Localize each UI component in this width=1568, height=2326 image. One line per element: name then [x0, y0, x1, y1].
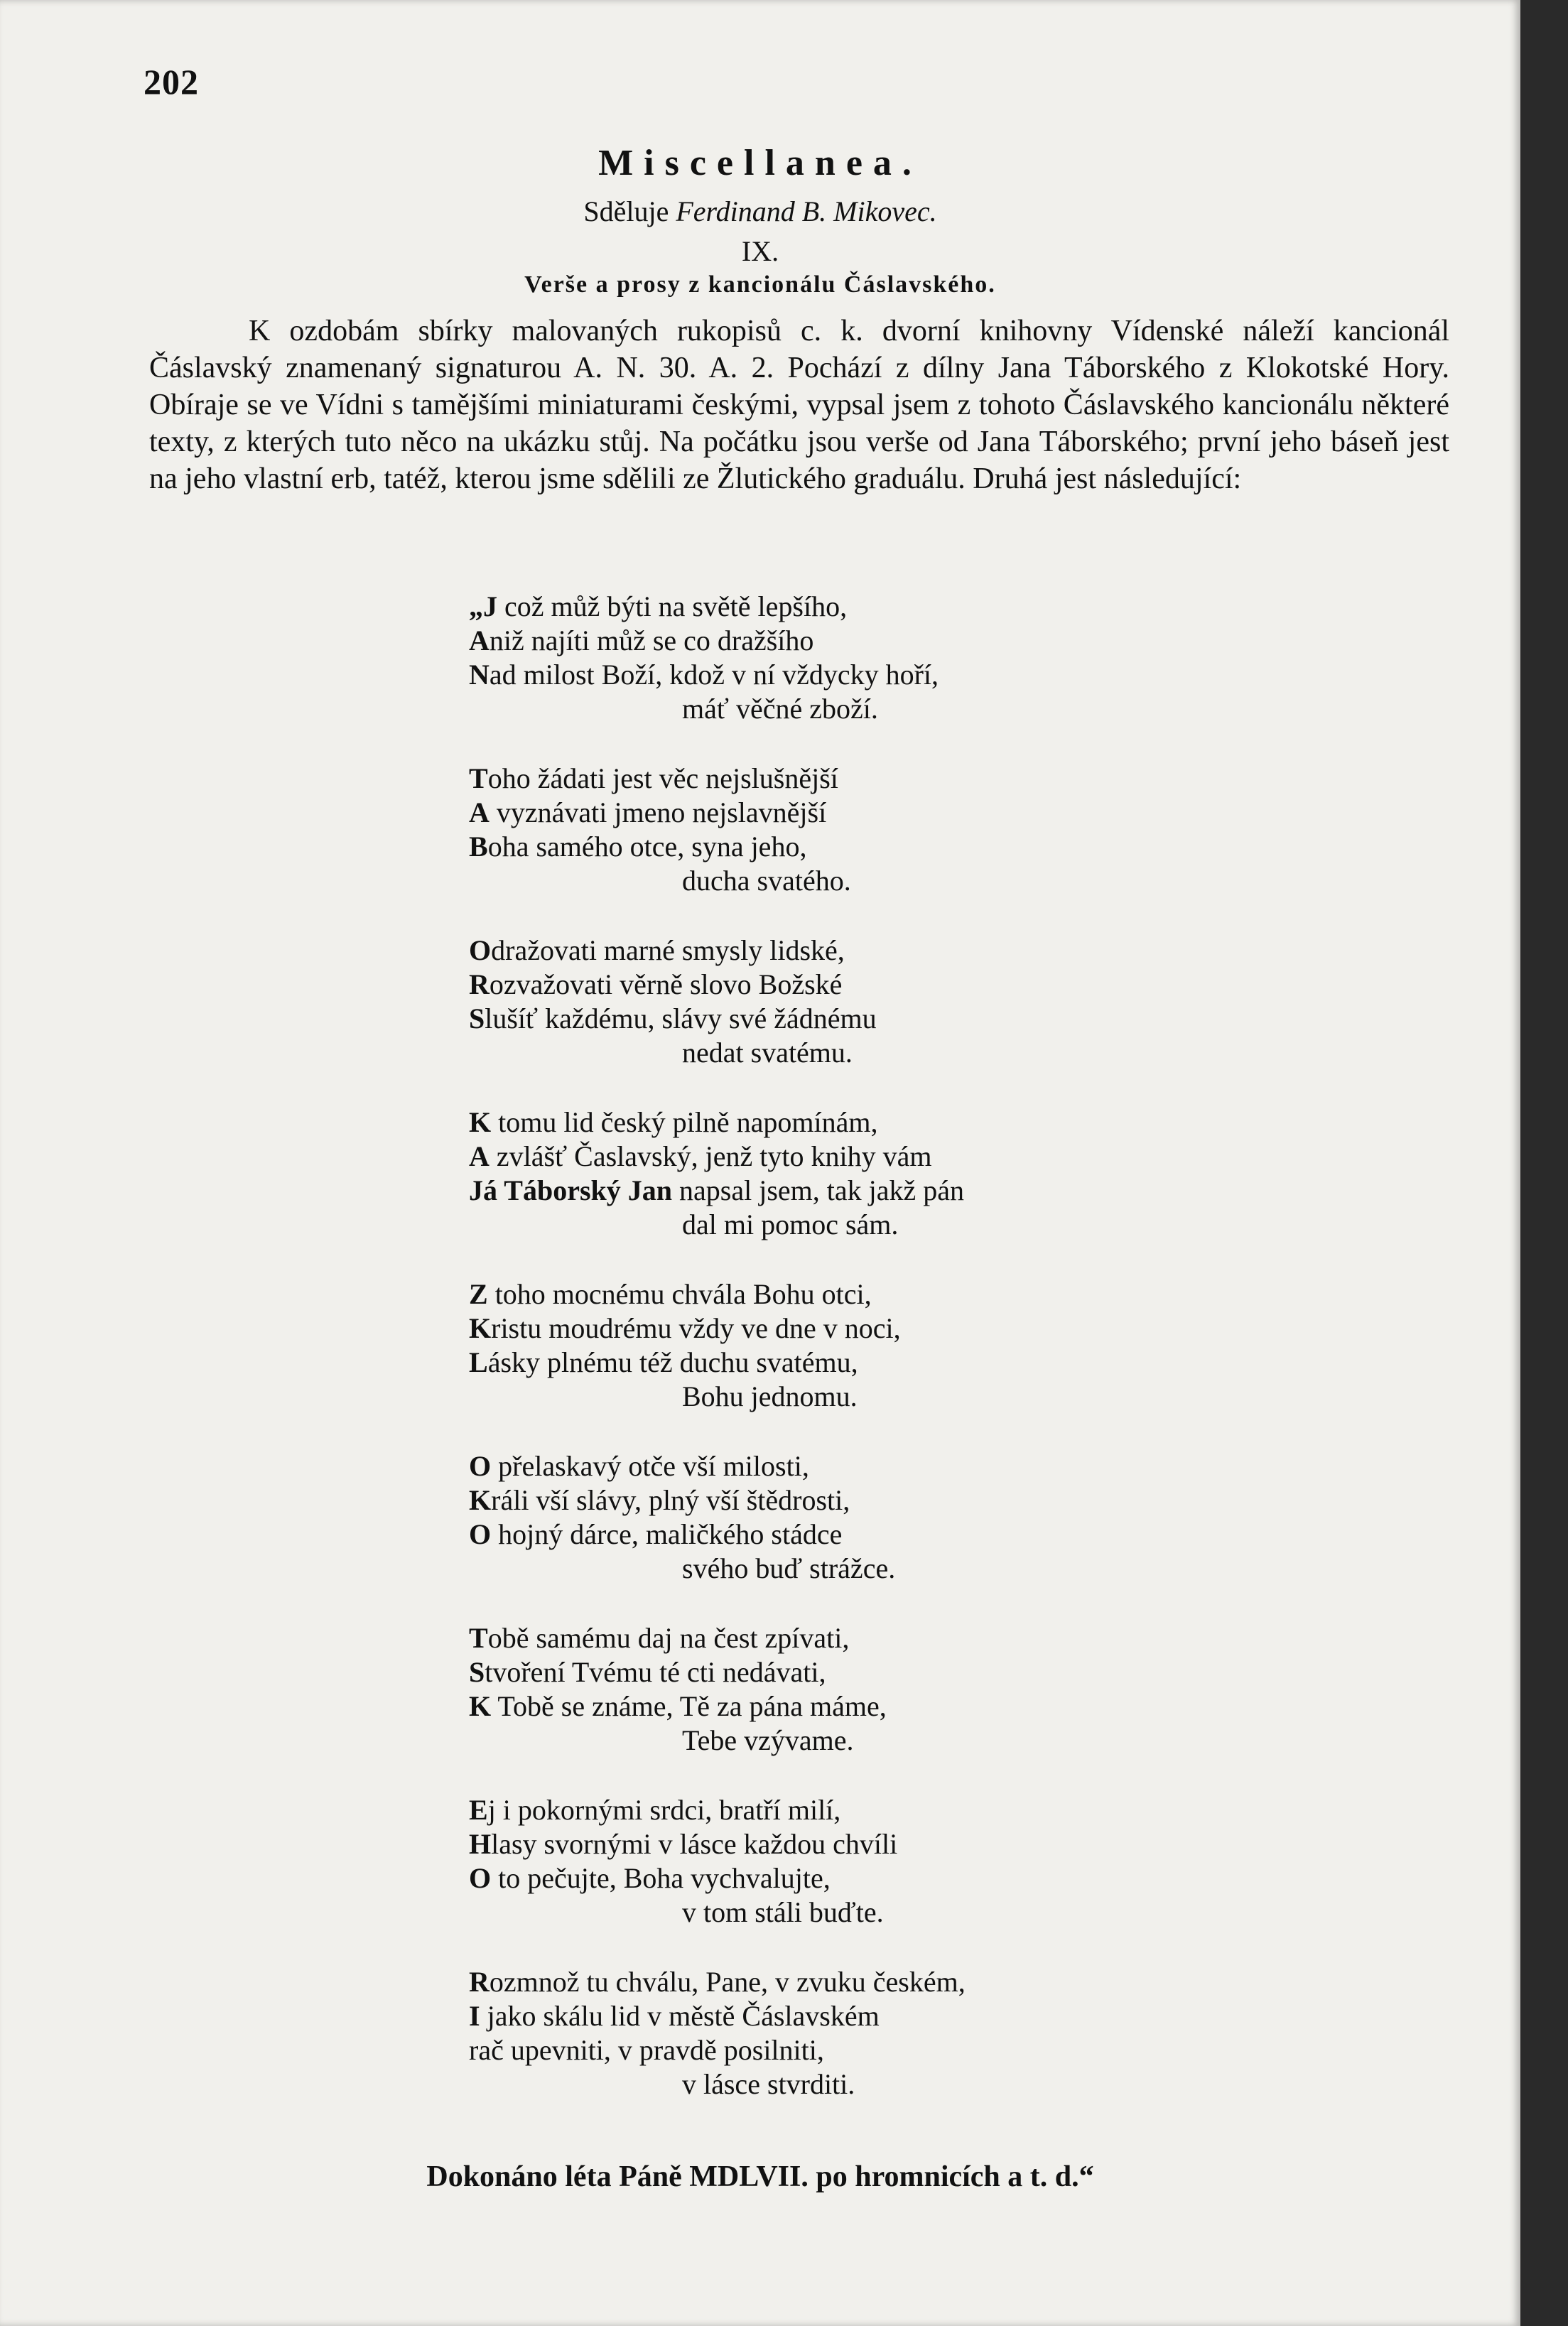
poem-line-text: ásky plnému též duchu svatému,: [487, 1346, 858, 1378]
poem-line-initial: Z: [469, 1278, 488, 1310]
poem-line-text: niž najíti můž se co dražšího: [489, 624, 814, 656]
poem-line: [469, 1793, 1393, 1827]
poem-line-text: oha samého otce, syna jeho,: [487, 831, 807, 862]
poem-line-initial: N: [469, 659, 490, 691]
poem-line: [469, 658, 1393, 692]
poem-line-initial: K: [469, 1484, 492, 1516]
poem-line: [469, 1311, 1393, 1346]
poem-line-text: dražovati marné smysly lidské,: [491, 934, 845, 966]
poem-line-text: ráli vší slávy, plný vší štědrosti,: [491, 1484, 850, 1516]
page-number: 202: [144, 62, 199, 102]
poem-line-text: Tobě se známe, Tě za pána máme,: [491, 1690, 887, 1722]
poem-line-initial: O: [469, 934, 492, 966]
poem-line-initial: B: [469, 831, 488, 862]
poem-line-text: ad milost Boží, kdož v ní vždycky hoří,: [489, 659, 939, 691]
intro-paragraph: [149, 313, 1449, 497]
poem-line: [469, 1999, 1393, 2033]
poem-line: [469, 830, 1393, 864]
poem-line-initial: „J: [469, 590, 497, 622]
poem-line-initial: E: [469, 1794, 488, 1826]
poem-line: [469, 1449, 1393, 1483]
poem-line-text: tvoření Tvému té cti nedávati,: [485, 1656, 826, 1688]
poem-line-text: jako skálu lid v městě Čáslavském: [480, 2000, 880, 2032]
poem-stanza: [469, 762, 1393, 898]
poem-line: [469, 1346, 1393, 1380]
poem-line-text: lasy svornými v lásce každou chvíli: [491, 1828, 898, 1860]
poem-line: [469, 1861, 1393, 1895]
poem-line-text: dal mi pomoc sám.: [682, 1208, 899, 1240]
poem-line-text: Tebe vzývame.: [682, 1724, 854, 1756]
poem-stanza: [469, 1277, 1393, 1414]
poem-line-initial: S: [469, 1656, 485, 1688]
poem-stanza: [469, 1965, 1393, 2101]
poem-line-initial: A: [469, 1140, 490, 1172]
poem-line: [469, 1552, 1393, 1586]
poem-stanza: [469, 1793, 1393, 1930]
poem-line-text: v tom stáli buďte.: [682, 1896, 884, 1928]
poem-line: [469, 590, 1393, 624]
poem-line: [469, 1965, 1393, 1999]
poem-line: [469, 1689, 1393, 1724]
poem-line-initial: R: [469, 1966, 490, 1998]
poem-line: [469, 1105, 1393, 1140]
byline-prefix: Sděluje: [583, 195, 669, 227]
poem-line: [469, 762, 1393, 796]
poem-line-text: což můž býti na světě lepšího,: [497, 590, 848, 622]
poem-line-text: přelaskavý otče vší milosti,: [491, 1450, 809, 1482]
poem-line: [469, 934, 1393, 968]
poem-line: [469, 1174, 1393, 1208]
byline-author: Ferdinand B. Mikovec.: [676, 195, 937, 227]
poem-stanza: [469, 590, 1393, 726]
poem-line: [469, 624, 1393, 658]
poem-line: [469, 1483, 1393, 1518]
poem-line-initial: O: [469, 1518, 492, 1550]
poem-line-text: lušíť každému, slávy své žádnému: [485, 1002, 877, 1034]
page-edge: [1520, 0, 1568, 2326]
poem-line-text: oho žádati jest věc nejslušnější: [487, 762, 838, 794]
byline: [0, 195, 1520, 228]
poem-line: [469, 1140, 1393, 1174]
poem-stanza: [469, 1449, 1393, 1586]
poem-line: [469, 1827, 1393, 1861]
poem-line-initial: S: [469, 1002, 485, 1034]
poem-stanza: [469, 1621, 1393, 1758]
poem-line: [469, 1002, 1393, 1036]
section-title: Verše a prosy z kancionálu Čáslavského.: [524, 271, 996, 298]
poem-line-initial: I: [469, 2000, 480, 2032]
poem-line-text: hojný dárce, maličkého stádce: [491, 1518, 843, 1550]
poem-line: [469, 2067, 1393, 2101]
poem-line: [469, 1895, 1393, 1930]
poem-line: [469, 1621, 1393, 1655]
intro-text: K ozdobám sbírky malovaných rukopisů c. k. dvorní knihovny Vídenské náleží kancionál Čáslavský znamenaný signaturou A. N. 30. A. 2. Pochází z dílny Jana Táborského z Klokotské Hory. Obíraje se ve Vídni s tamějšími miniaturami českými, vypsal jsem z tohoto Čáslavského kancionálu některé texty, z kterých tuto něco na ukázku stůj. Na počátku jsou verše od Jana Táborského; první jeho báseň jest na jeho vlastní erb, tatéž, kterou jsme sdělili ze Žlutického graduálu. Druhá jest následující:: [149, 315, 1449, 495]
poem-line-initial: H: [469, 1828, 492, 1860]
poem-line: [469, 1724, 1393, 1758]
poem-line-initial: R: [469, 968, 490, 1000]
poem-line-text: máť věčné zboží.: [682, 693, 878, 725]
poem-line-text: napsal jsem, tak jakž pán: [672, 1174, 964, 1206]
poem-line: [469, 1208, 1393, 1242]
poem-line-text: Bohu jednomu.: [682, 1380, 858, 1412]
poem-line-initial: A: [469, 624, 490, 656]
poem-line-text: to pečujte, Boha vychvalujte,: [491, 1862, 831, 1894]
poem-line-initial: Já Táborský Jan: [469, 1174, 673, 1206]
poem-line-initial: O: [469, 1862, 492, 1894]
poem-line-initial: K: [469, 1690, 492, 1722]
poem-line: [469, 1380, 1393, 1414]
poem-line-initial: T: [469, 762, 488, 794]
poem-line: [469, 692, 1393, 726]
poem-line-text: rač upevniti, v pravdě posilniti,: [469, 2034, 824, 2066]
poem-stanza: [469, 934, 1393, 1070]
poem-line: [469, 1036, 1393, 1070]
poem: [469, 590, 1393, 2137]
poem-line-initial: K: [469, 1106, 492, 1138]
poem-line-text: obě samému daj na čest zpívati,: [487, 1622, 850, 1654]
poem-line-text: ristu moudrému vždy ve dne v noci,: [491, 1312, 901, 1344]
poem-line-initial: K: [469, 1312, 492, 1344]
poem-line: [469, 796, 1393, 830]
poem-line: [469, 864, 1393, 898]
section-number: IX.: [741, 235, 779, 267]
closing-line: Dokonáno léta Páně MDLVII. po hromnicích a t. d.“: [426, 2160, 1094, 2193]
poem-line-text: j i pokornými srdci, bratří milí,: [487, 1794, 841, 1826]
poem-line: [469, 968, 1393, 1002]
poem-line-text: ducha svatého.: [682, 865, 851, 897]
poem-line-text: vyznávati jmeno nejslavnější: [489, 796, 827, 828]
poem-line: [469, 1518, 1393, 1552]
poem-line-text: v lásce stvrditi.: [682, 2068, 855, 2100]
poem-line-initial: A: [469, 796, 490, 828]
poem-line-initial: O: [469, 1450, 492, 1482]
poem-line: [469, 1277, 1393, 1311]
poem-line-initial: T: [469, 1622, 488, 1654]
poem-line-text: toho mocnému chvála Bohu otci,: [487, 1278, 872, 1310]
poem-line-text: svého buď strážce.: [682, 1552, 896, 1584]
poem-line: [469, 2033, 1393, 2067]
poem-line: [469, 1655, 1393, 1689]
poem-line-text: tomu lid český pilně napomínám,: [491, 1106, 878, 1138]
poem-line-initial: L: [469, 1346, 488, 1378]
poem-line-text: ozmnož tu chválu, Pane, v zvuku českém,: [489, 1966, 966, 1998]
poem-line-text: nedat svatému.: [682, 1037, 853, 1069]
poem-stanza: [469, 1105, 1393, 1242]
poem-line-text: zvlášť Časlavský, jenž tyto knihy vám: [489, 1140, 932, 1172]
poem-line-text: ozvažovati věrně slovo Božské: [489, 968, 843, 1000]
article-title: Miscellanea.: [598, 143, 922, 183]
